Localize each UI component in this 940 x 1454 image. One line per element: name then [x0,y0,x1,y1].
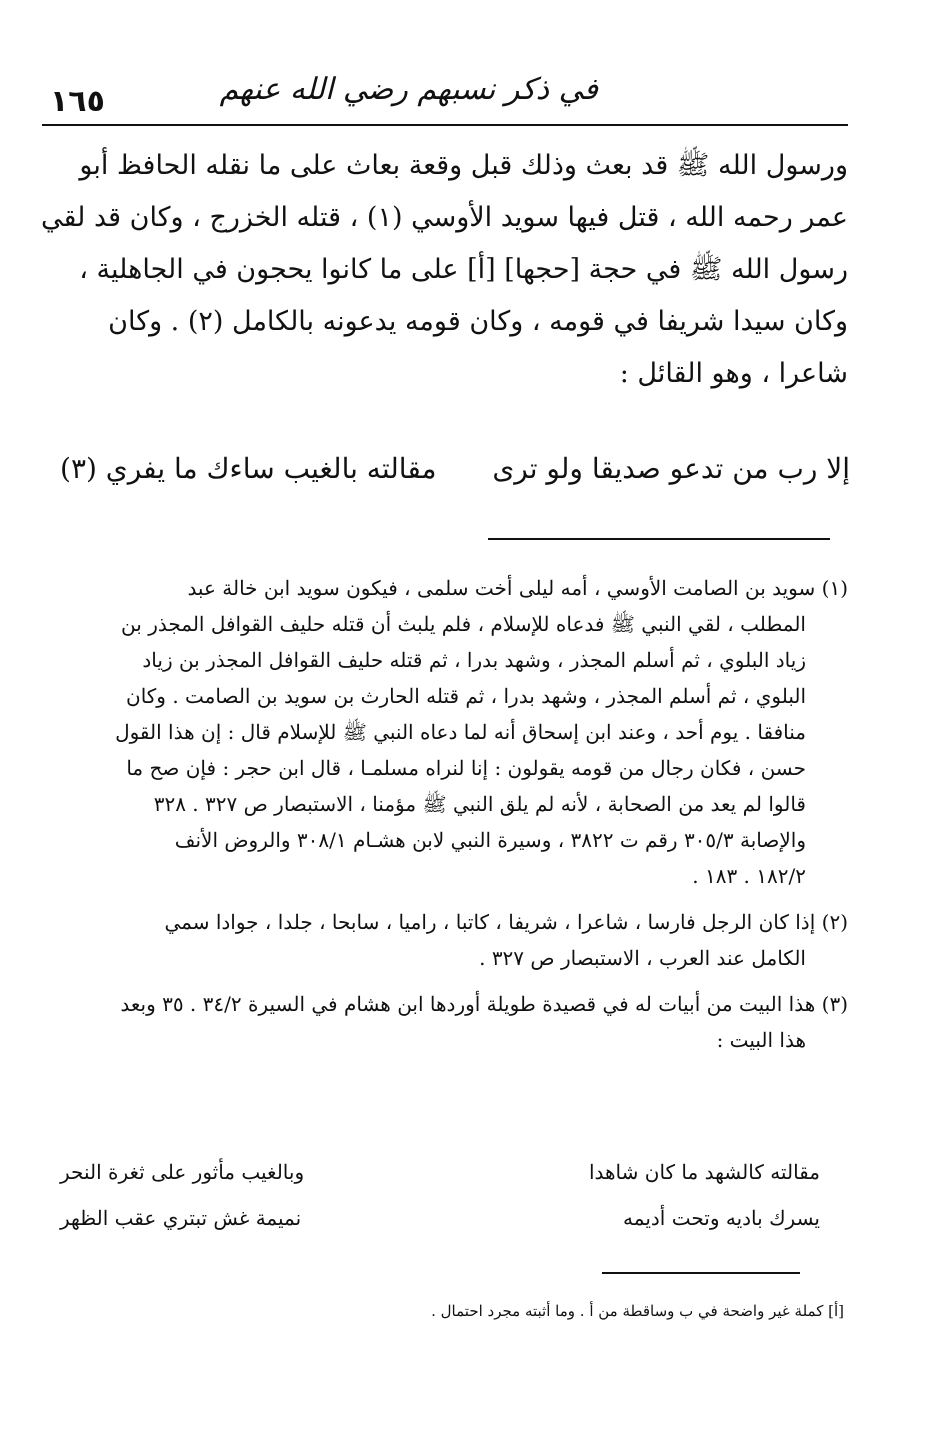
text-line: وكان سيدا شريفا في قومه ، وكان قومه يدعونه بالكامل (٢) . وكان [108,306,848,337]
footnote-line: منافقا . يوم أحد ، وعند ابن إسحاق أنه لما دعاه النبي ﷺ للإسلام قال : إن هذا القول [115,720,806,744]
footnote-line: (٣) هذا البيت من أبيات له في قصيدة طويلة أوردها ابن هشام في السيرة ٣٤/٢ . ٣٥ وبعد [120,992,848,1016]
footnote-line: ١٨٢/٢ . ١٨٣ . [692,864,806,888]
footnote-gap [42,894,848,904]
poem-line [60,1160,820,1200]
verse-second-hemistich: مقالته بالغيب ساءك ما يفري (٣) [60,452,437,485]
poem-line [60,1206,820,1246]
text-line: شاعرا ، وهو القائل : [619,358,848,389]
text-line: ورسول الله ﷺ قد بعث وذلك قبل وقعة بعاث على ما نقله الحافظ أبو [79,150,848,181]
verse-first-hemistich: إلا رب من تدعو صديقا ولو ترى [492,452,850,485]
running-title: في ذكر نسبهم رضي الله عنهم [219,72,598,107]
main-text [42,140,848,400]
poem-hemistich-right: مقالته كالشهد ما كان شاهدا [588,1160,820,1184]
footnote-line: المطلب ، لقي النبي ﷺ فدعاه للإسلام ، فلم يلبث أن قتله حليف القوافل المجذر بن [121,612,806,636]
poem-hemistich-left: وبالغيب مأثور على ثغرة النحر [60,1160,305,1184]
poem-hemistich-left: نميمة غش تبتري عقب الظهر [60,1206,302,1230]
page-number: ١٦٥ [50,84,105,119]
page-header [42,66,848,122]
text-line: عمر رحمه الله ، قتل فيها سويد الأوسي (١) ، قتله الخزرج ، وكان قد لقي [40,202,848,233]
footnote-line: هذا البيت : [716,1028,806,1052]
poem-hemistich-right: يسرك باديه وتحت أديمه [623,1206,820,1230]
footnote-line: (١) سويد بن الصامت الأوسي ، أمه ليلى أخت سلمى ، فيكون سويد ابن خالة عبد [187,576,848,600]
editor-note: [أ] كملة غير واضحة في ب وساقطة من أ . وما أثبته مجرد احتمال . [431,1302,844,1320]
footnote-line: الكامل عند العرب ، الاستبصار ص ٣٢٧ . [479,946,806,970]
verse [60,452,850,508]
footnotes [42,570,848,1058]
text-line: رسول الله ﷺ في حجة [حجها] [أ] على ما كانوا يحجون في الجاهلية ، [79,254,848,285]
footnote-separator [488,538,830,540]
footnote-line: والإصابة ٣٠٥/٣ رقم ت ٣٨٢٢ ، وسيرة النبي لابن هشـام ٣٠٨/١ والروض الأنف [174,828,806,852]
footnote-line: قالوا لم يعد من الصحابة ، لأنه لم يلق النبي ﷺ مؤمنا ، الاستبصار ص ٣٢٧ . ٣٢٨ [153,792,806,816]
footnote-line: حسن ، فكان رجال من قومه يقولون : إنا لنراه مسلمـا ، قال ابن حجر : فإن صح ما [126,756,806,780]
footnote-line: (٢) إذا كان الرجل فارسا ، شاعرا ، شريفا ، كاتبا ، راميا ، سابحا ، جلدا ، جوادا سمي [164,910,848,934]
footnote-line: زياد البلوي ، ثم أسلم المجذر ، وشهد بدرا ، ثم قتله حليف القوافل المجذر بن زياد [142,648,806,672]
footnote-gap [42,976,848,986]
footnote-line: البلوي ، ثم أسلم المجذر ، وشهد بدرا ، ثم قتله الحارث بن سويد بن الصامت . وكان [126,684,806,708]
editor-note-separator [602,1272,800,1274]
header-rule [42,124,848,126]
